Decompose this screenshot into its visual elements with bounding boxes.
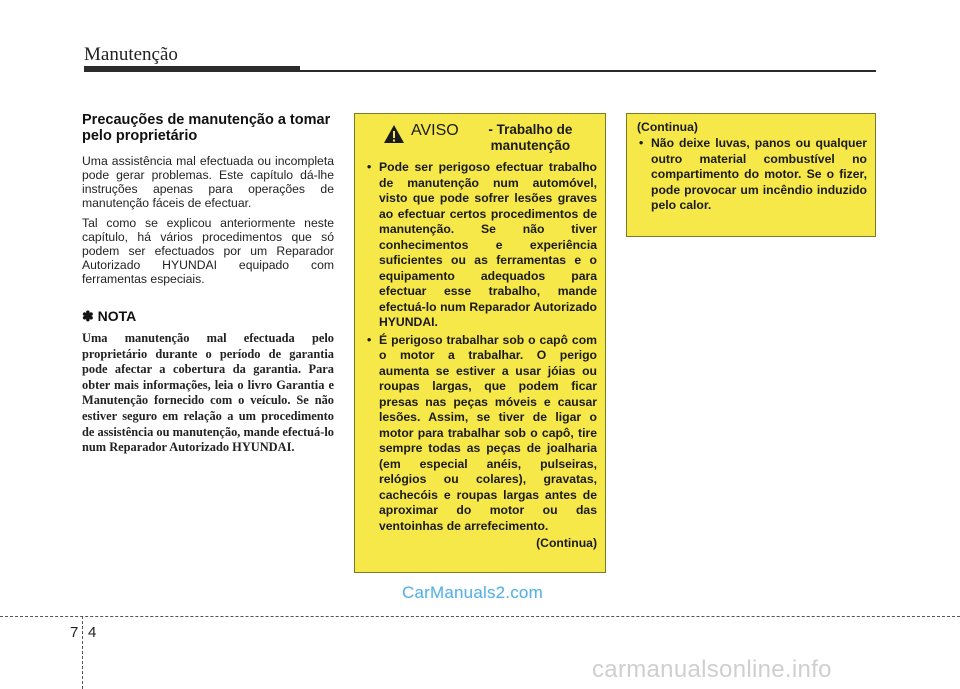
footer-site-link[interactable]: carmanualsonline.info bbox=[592, 656, 832, 683]
warning-item: • Não deixe luvas, panos ou qualquer outro material combustível no compartimento do motor. Se o fizer, pode provocar um incêndio induzido pelo calor. bbox=[637, 136, 867, 214]
intro-paragraph-1: Uma assistência mal efectuada ou incompleta pode gerar problemas. Este capítulo dá-lhe instruções apenas para operações de manutenção fáceis de efectuar. bbox=[82, 154, 334, 210]
warning-triangle-icon bbox=[383, 124, 405, 144]
page-chapter: 7 bbox=[70, 624, 79, 641]
warning-box bbox=[354, 113, 606, 573]
header-rule-thin bbox=[300, 70, 876, 72]
footer-divider bbox=[82, 616, 83, 689]
note-heading: ✽ NOTA bbox=[82, 308, 137, 324]
warning-subtitle: - Trabalho de manutenção bbox=[488, 122, 573, 153]
warning-word: AVISO bbox=[411, 122, 459, 139]
footer-rule bbox=[0, 616, 960, 617]
warning-continued-list bbox=[637, 136, 867, 214]
note-text: Uma manutenção mal efectuada pelo proprietário durante o período de garantia pode afectar a cobertura da garantia. Para obter mais informações, leia o livro Garantia e Manutenção fornecido com o veículo. Se não estiver seguro em relação a um procedimento de assistência ou manutenção, mande efectuá-lo num Reparador Autorizado HYUNDAI. bbox=[82, 331, 334, 455]
warning-item: • É perigoso trabalhar sob o capô com o motor a trabalhar. O perigo aumenta se estiver a usar jóias ou roupas largas, que podem ficar presas nas peças móveis e causar lesões. Assim, se tiver de ligar o motor para trabalhar sob o capô, tire sempre todas as peças de joalharia (em especial anéis, pulseiras, relógios ou colares), gravatas, cachecóis e roupas largas antes de aproximar do motor ou das ventoinhas de arrefecimento. bbox=[365, 333, 597, 535]
warning-item: • Pode ser perigoso efectuar trabalho de manutenção num automóvel, visto que pode sofrer lesões graves ao efectuar certos procedimentos de manutenção. Se não tiver conhecimentos e experiência suficientes ou as ferramentas e o equipamento adequados para efectuar esse trabalho, mande efectuá-lo num Reparador Autorizado HYUNDAI. bbox=[365, 160, 597, 331]
section-title: Precauções de manutenção a tomar pelo proprietário bbox=[82, 112, 331, 144]
watermark-link[interactable]: CarManuals2.com bbox=[402, 583, 543, 602]
warning-continued-box bbox=[626, 113, 876, 237]
intro-paragraph-2: Tal como se explicou anteriormente neste capítulo, há vários procedimentos que só podem ser efectuados por um Reparador Autorizado HYUNDAI equipado com ferramentas especiais. bbox=[82, 216, 334, 286]
warning-header bbox=[365, 122, 597, 154]
continued-label: (Continua) bbox=[637, 120, 698, 134]
warning-continued-label: (Continua) bbox=[536, 536, 597, 550]
warning-list bbox=[365, 160, 597, 534]
page-number: 4 bbox=[88, 624, 97, 641]
intro-column bbox=[82, 112, 334, 456]
header-title: Manutenção bbox=[84, 44, 178, 65]
header-rule-thick bbox=[84, 66, 300, 72]
